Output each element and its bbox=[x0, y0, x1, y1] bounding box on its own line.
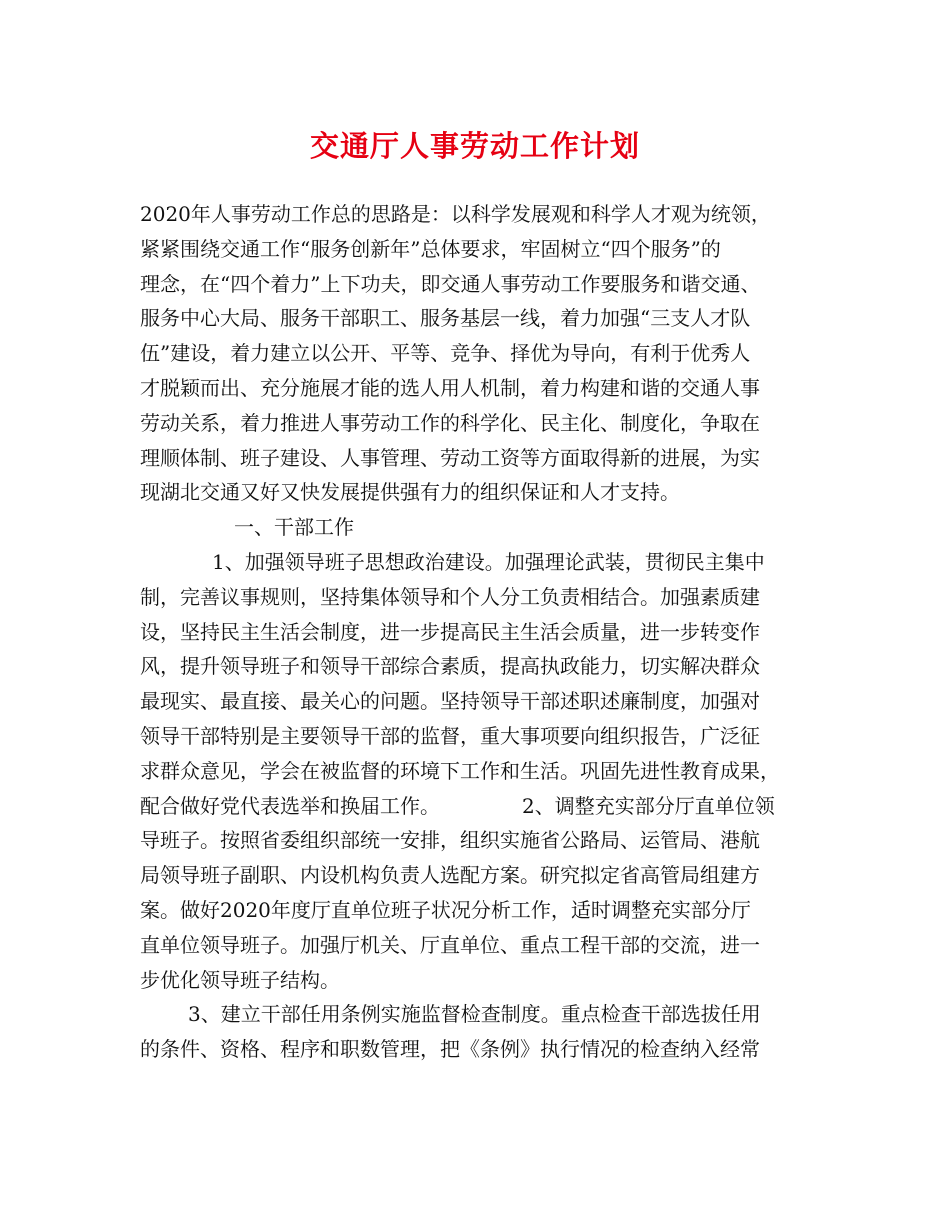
paragraph-line: 配合做好党代表选举和换届工作。 bbox=[140, 793, 440, 818]
paragraph-line-combined bbox=[140, 789, 812, 824]
paragraph-line: 2020年人事劳动工作总的思路是：以科学发展观和科学人才观为统领， bbox=[140, 202, 771, 226]
paragraph-line: 制，完善议事规则，坚持集体领导和个人分工负责相结合。加强素质建 bbox=[140, 584, 760, 609]
paragraph-line: 的条件、资格、程序和职数管理，把《条例》执行情况的检查纳入经常 bbox=[140, 1037, 760, 1062]
document-body bbox=[140, 197, 812, 1067]
paragraph-line: 设，坚持民主生活会制度，进一步提高民主生活会质量，进一步转变作 bbox=[140, 619, 760, 644]
paragraph-line: 案。做好2020年度厅直单位班子状况分析工作，适时调整充实部分厅 bbox=[140, 897, 751, 922]
paragraph-line: 才脱颖而出、充分施展才能的选人用人机制，着力构建和谐的交通人事 bbox=[140, 375, 760, 400]
paragraph-line: 局领导班子副职、内设机构负责人选配方案。研究拟定省高管局组建方 bbox=[140, 863, 760, 888]
paragraph-line: 求群众意见，学会在被监督的环境下工作和生活。巩固先进性教育成果， bbox=[140, 758, 780, 783]
paragraph-line: 导班子。按照省委组织部统一安排，组织实施省公路局、运管局、港航 bbox=[140, 828, 760, 853]
paragraph-line: 直单位领导班子。加强厅机关、厅直单位、重点工程干部的交流，进一 bbox=[140, 932, 760, 957]
document-title: 交通厅人事劳动工作计划 bbox=[309, 129, 640, 163]
paragraph-line: 理念，在“四个着力”上下功夫，即交通人事劳动工作要服务和谐交通、 bbox=[140, 271, 761, 296]
paragraph-line: 理顺体制、班子建设、人事管理、劳动工资等方面取得新的进展，为实 bbox=[140, 445, 760, 470]
paragraph-line: 服务中心大局、服务干部职工、服务基层一线，着力加强“三支人才队 bbox=[140, 306, 751, 331]
paragraph-line: 伍”建设，着力建立以公开、平等、竞争、择优为导向，有利于优秀人 bbox=[140, 341, 751, 366]
paragraph-line: 现湖北交通又好又快发展提供强有力的组织保证和人才支持。 bbox=[140, 480, 680, 505]
paragraph-line: 领导干部特别是主要领导干部的监督，重大事项要向组织报告，广泛征 bbox=[140, 723, 760, 748]
paragraph-line: 2、调整充实部分厅直单位领 bbox=[522, 793, 775, 818]
paragraph-line: 最现实、最直接、最关心的问题。坚持领导干部述职述廉制度，加强对 bbox=[140, 689, 760, 714]
paragraph-line: 步优化领导班子结构。 bbox=[140, 967, 340, 992]
paragraph-line: 风，提升领导班子和领导干部综合素质，提高执政能力，切实解决群众 bbox=[140, 654, 760, 679]
paragraph-line: 劳动关系，着力推进人事劳动工作的科学化、民主化、制度化，争取在 bbox=[140, 410, 760, 435]
paragraph-line: 紧紧围绕交通工作“服务创新年”总体要求，牢固树立“四个服务”的 bbox=[140, 236, 721, 261]
section-heading: 一、干部工作 bbox=[234, 515, 354, 540]
paragraph-line: 3、建立干部任用条例实施监督检查制度。重点检查干部选拔任用 bbox=[188, 1002, 761, 1027]
paragraph-line: 1、加强领导班子思想政治建设。加强理论武装，贯彻民主集中 bbox=[212, 549, 765, 574]
